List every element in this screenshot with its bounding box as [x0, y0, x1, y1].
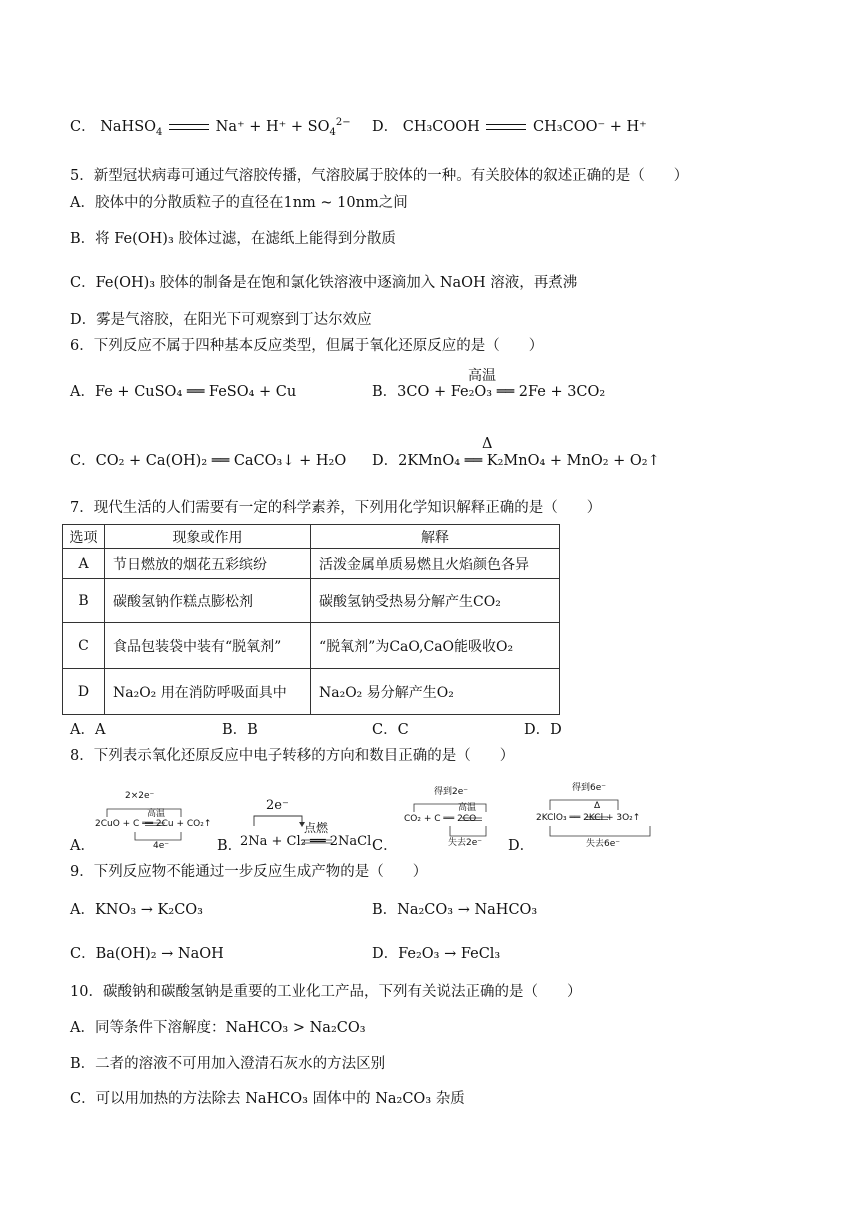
q8-diagram-d [532, 778, 666, 852]
electron-label: 得到6e⁻ [572, 783, 607, 793]
equals-sign [169, 124, 209, 130]
q6-option-c: C．CO₂ + Ca(OH)₂ ══ CaCO₃↓ + H₂O [70, 453, 347, 469]
q7-option-d: D．D [524, 722, 562, 738]
header-option: 选项 [63, 525, 105, 549]
q8-label-a: A． [70, 838, 95, 854]
table-row [63, 579, 560, 623]
q8-label-c: C． [372, 838, 398, 854]
q8-diagram-c [400, 782, 510, 852]
equals-sign [486, 124, 526, 130]
table-header-row [63, 525, 560, 549]
table-cell: C [63, 623, 105, 669]
header-explanation: 解释 [311, 525, 560, 549]
table-cell: Na₂O₂ 易分解产生O₂ [311, 669, 560, 715]
electron-label: 2e⁻ [266, 798, 289, 813]
q5-option-b: B．将 Fe(OH)₃ 胶体过滤，在滤纸上能得到分散质 [70, 231, 396, 247]
option-label: C． [70, 119, 96, 135]
formula-lhs: NaHSO [100, 119, 157, 135]
q7-option-b: B．B [222, 722, 258, 738]
table-cell: “脱氧剂”为CaO,CaO能吸收O₂ [311, 623, 560, 669]
q9-option-d: D．Fe₂O₃ → FeCl₃ [372, 946, 501, 962]
formula-rhs: CH₃COO⁻ + H⁺ [533, 119, 647, 135]
q8-label-b: B． [217, 838, 243, 854]
formula-rhs: Na⁺ + H⁺ + SO [215, 119, 330, 135]
q6-option-b: B．3CO + Fe₂O₃ ══ 2Fe + 3CO₂ [372, 384, 606, 400]
table-cell: Na₂O₂ 用在消防呼吸面具中 [105, 669, 311, 715]
q6-b-condition: 高温 [468, 368, 496, 384]
q4-option-c [70, 117, 351, 137]
table-cell: 食品包装袋中装有“脱氧剂” [105, 623, 311, 669]
q9-option-b: B．Na₂CO₃ → NaHCO₃ [372, 902, 538, 918]
subscript: 4 [329, 126, 336, 138]
q9-stem: 9．下列反应物不能通过一步反应生成产物的是（ ） [70, 864, 428, 880]
condition-label: Δ [594, 801, 601, 811]
table-cell: 碳酸氢钠作糕点膨松剂 [105, 579, 311, 623]
table-row [63, 669, 560, 715]
table-row [63, 549, 560, 579]
table-cell: 节日燃放的烟花五彩缤纷 [105, 549, 311, 579]
q6-option-a: A．Fe + CuSO₄ ══ FeSO₄ + Cu [70, 384, 297, 400]
electron-label: 得到2e⁻ [434, 787, 469, 797]
formula-lhs: CH₃COOH [402, 119, 480, 135]
q9-option-c: C．Ba(OH)₂ → NaOH [70, 946, 224, 962]
equation: 2Na + Cl₂ ══ 2NaCl [240, 834, 372, 849]
equation: CO₂ + C ══ 2CO [404, 814, 477, 824]
electron-label: 4e⁻ [153, 841, 170, 851]
header-phenomenon: 现象或作用 [105, 525, 311, 549]
table-cell: D [63, 669, 105, 715]
table-row [63, 623, 560, 669]
q6-stem: 6．下列反应不属于四种基本反应类型，但属于氧化还原反应的是（ ） [70, 338, 544, 354]
q7-option-c: C．C [372, 722, 409, 738]
table-cell: A [63, 549, 105, 579]
q10-stem: 10．碳酸钠和碳酸氢钠是重要的工业化工产品，下列有关说法正确的是（ ） [70, 984, 582, 1000]
q8-label-d: D． [508, 838, 535, 854]
q9-option-a: A．KNO₃ → K₂CO₃ [70, 902, 203, 918]
q4-option-d [372, 117, 647, 137]
q8-diagram-a [95, 791, 213, 852]
q8-stem: 8．下列表示氧化还原反应中电子转移的方向和数目正确的是（ ） [70, 748, 515, 764]
superscript: 2− [335, 117, 351, 129]
table-cell: 活泼金属单质易燃且火焰颜色各异 [311, 549, 560, 579]
q5-stem: 5．新型冠状病毒可通过气溶胶传播，气溶胶属于胶体的一种。有关胶体的叙述正确的是（ ） [70, 168, 689, 184]
q7-stem: 7．现代生活的人们需要有一定的科学素养，下列用化学知识解释正确的是（ ） [70, 500, 602, 516]
electron-label: 2×2e⁻ [125, 791, 155, 801]
condition-label: 高温 [147, 809, 166, 819]
q5-option-d: D．雾是气溶胶，在阳光下可观察到丁达尔效应 [70, 312, 372, 328]
q8-diagram-b [240, 796, 375, 852]
table-cell: B [63, 579, 105, 623]
table-cell: 碳酸氢钠受热易分解产生CO₂ [311, 579, 560, 623]
equation: 2KClO₃ ══ 2KCl + 3O₂↑ [536, 813, 641, 823]
electron-label: 失去2e⁻ [448, 838, 483, 848]
q7-option-a: A．A [70, 722, 106, 738]
condition-label: 点燃 [304, 821, 329, 835]
q7-table [62, 524, 560, 715]
option-label: D． [372, 119, 399, 135]
q6-d-condition: Δ [482, 436, 493, 452]
condition-label: 高温 [458, 803, 477, 813]
electron-label: 失去6e⁻ [586, 839, 621, 849]
q10-option-a: A．同等条件下溶解度：NaHCO₃ > Na₂CO₃ [70, 1020, 366, 1036]
q5-option-a: A．胶体中的分散质粒子的直径在1nm ~ 10nm之间 [70, 195, 408, 211]
subscript: 4 [156, 126, 163, 138]
q6-option-d: D．2KMnO₄ ══ K₂MnO₄ + MnO₂ + O₂↑ [372, 453, 660, 469]
q10-option-c: C．可以用加热的方法除去 NaHCO₃ 固体中的 Na₂CO₃ 杂质 [70, 1091, 465, 1107]
q10-option-b: B．二者的溶液不可用加入澄清石灰水的方法区别 [70, 1056, 386, 1072]
q5-option-c: C．Fe(OH)₃ 胶体的制备是在饱和氯化铁溶液中逐滴加入 NaOH 溶液，再煮沸 [70, 275, 578, 291]
equation: 2CuO + C ══ 2Cu + CO₂↑ [95, 819, 212, 829]
